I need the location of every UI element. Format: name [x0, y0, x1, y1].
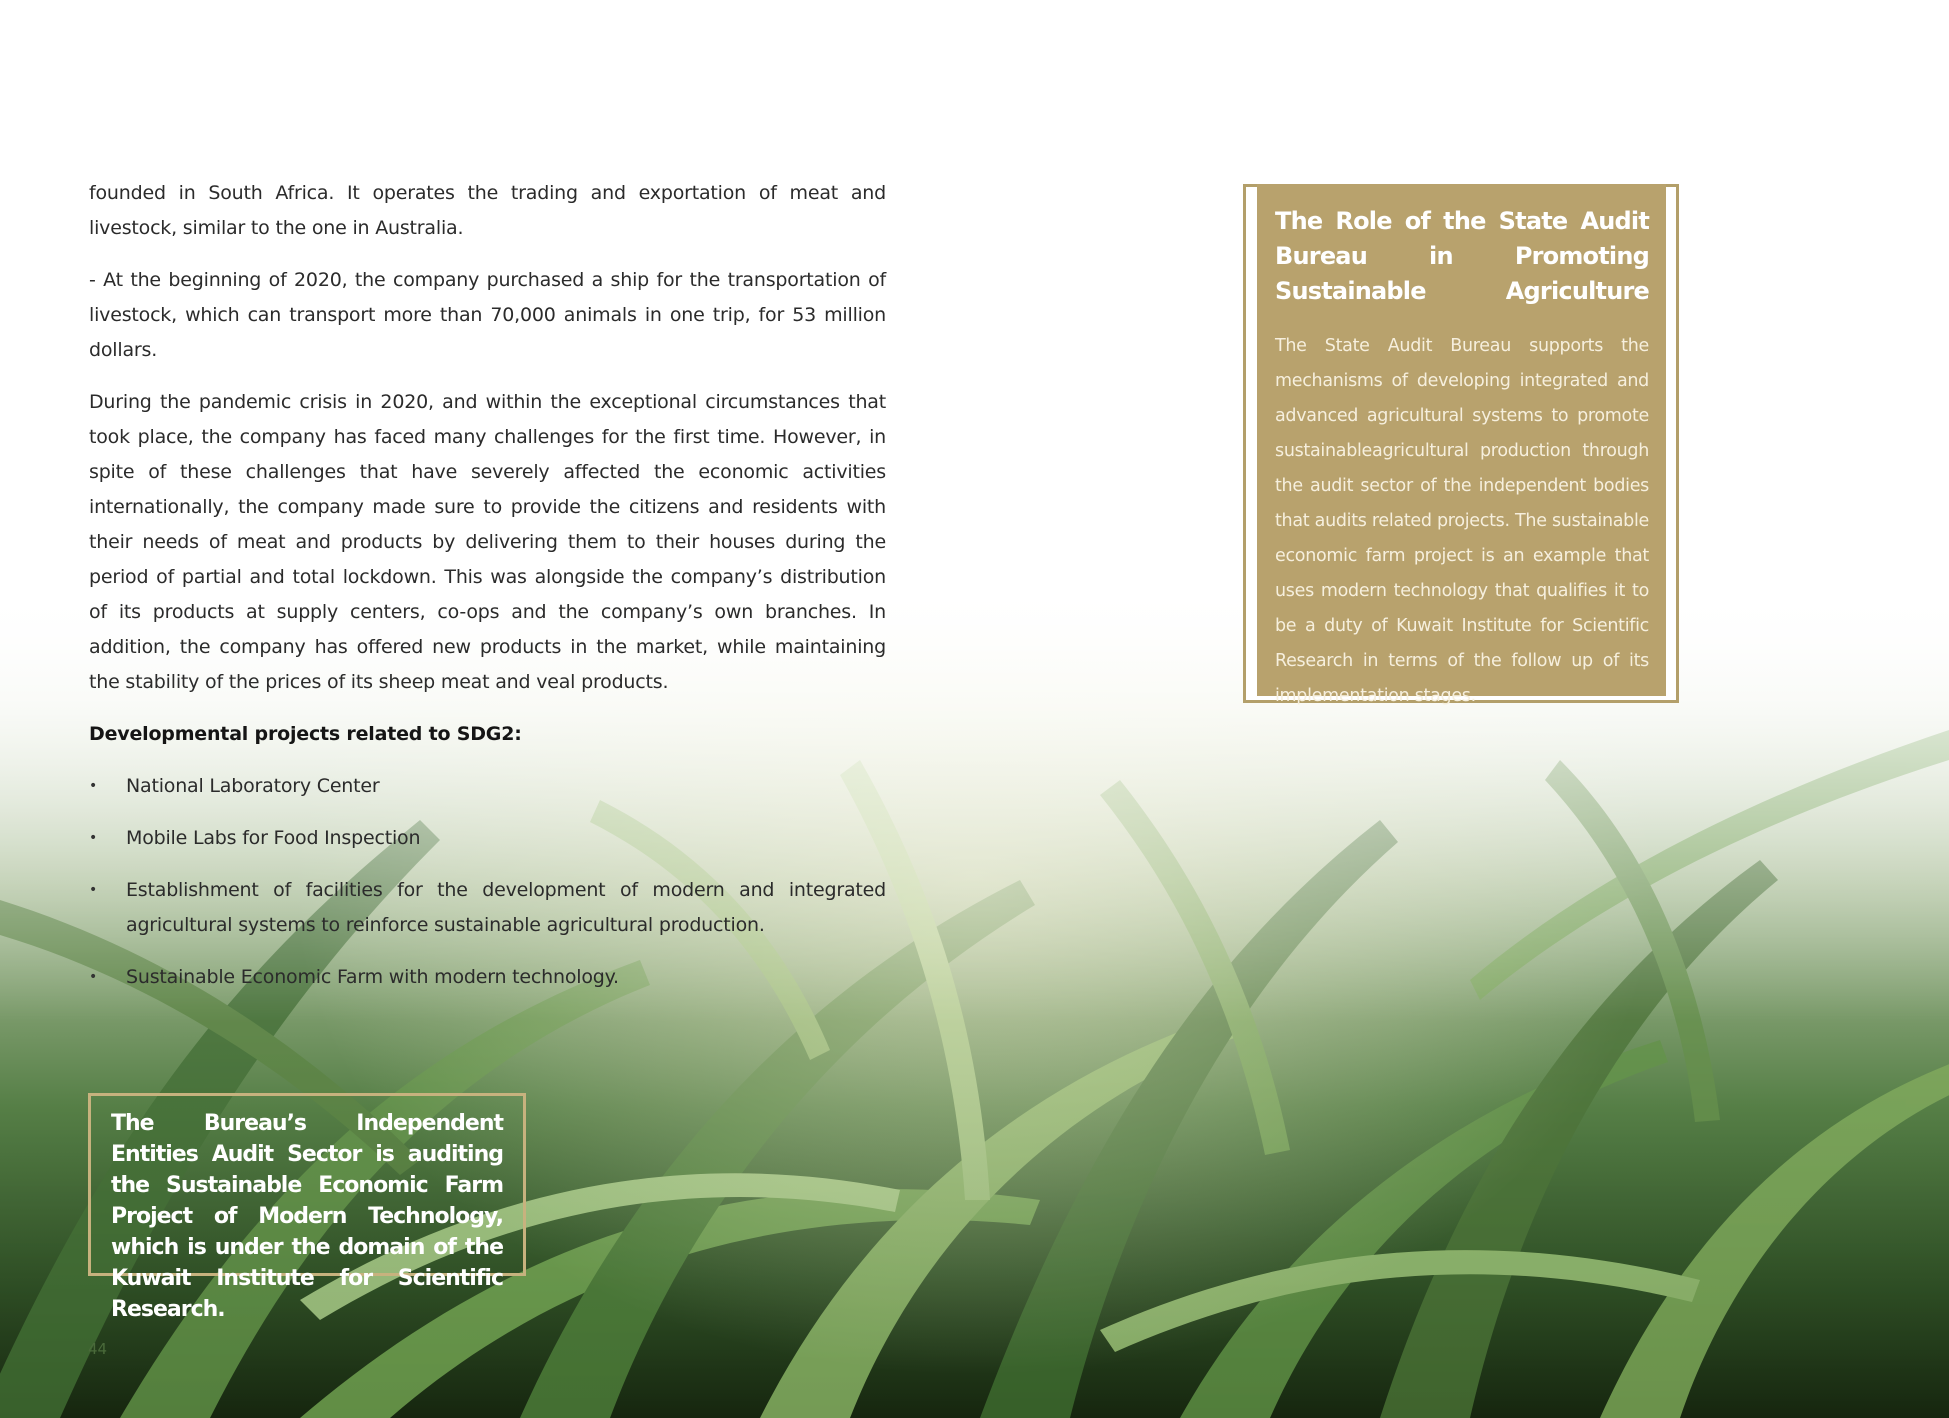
- intro-paragraph-1: founded in South Africa. It operates the trading and exportation of meat and livestock, similar to the one in Australia.: [89, 182, 886, 239]
- list-item-text: Establishment of facilities for the development of modern and integrated agricultural systems to reinforce sustainable agricultural production.: [126, 879, 886, 936]
- bullet-icon: •: [89, 882, 98, 898]
- callout-text: The Bureau’s Independent Entities Audit Sector is auditing the Sustainable Economic Farm Project of Modern Technology, which is under the domain of the Kuwait Institute for Scientific Research.: [111, 1111, 503, 1322]
- projects-list: [89, 769, 886, 995]
- list-item-text: Mobile Labs for Food Inspection: [126, 827, 421, 849]
- list-item: [89, 960, 886, 995]
- list-item: [89, 769, 886, 804]
- bullet-icon: •: [89, 969, 98, 985]
- page-number: 44: [88, 1340, 108, 1358]
- bullet-icon: •: [89, 778, 98, 794]
- list-item-text: National Laboratory Center: [126, 775, 380, 797]
- bullet-icon: •: [89, 830, 98, 846]
- sidebar-box: [1257, 184, 1666, 706]
- intro-paragraph-2: - At the beginning of 2020, the company purchased a ship for the transportation of livestock, which can transport more than 70,000 animals in one trip, for 53 million dollars.: [89, 269, 886, 361]
- projects-heading: Developmental projects related to SDG2:: [89, 723, 522, 745]
- list-item: [89, 873, 886, 943]
- sidebar-title: The Role of the State Audit Bureau in Promoting Sustainable Agriculture: [1275, 207, 1649, 305]
- sidebar-body: The State Audit Bureau supports the mechanisms of developing integrated and advanced agricultural systems to promote sustainableagricultural production through the audit sector of the independent bodies that audits related projects. The sustainable economic farm project is an example that uses modern technology that qualifies it to be a duty of Kuwait Institute for Scientific Research in terms of the follow up of its implementation stages.: [1275, 336, 1649, 706]
- list-item: [89, 821, 886, 856]
- list-item-text: Sustainable Economic Farm with modern technology.: [126, 966, 619, 988]
- main-text-column: [89, 176, 886, 1012]
- callout-box: [88, 1093, 526, 1322]
- intro-paragraph-3: During the pandemic crisis in 2020, and within the exceptional circumstances that took place, the company has faced many challenges for the first time. However, in spite of these challenges that have severely affected the economic activities internationally, the company made sure to provide the citizens and residents with their needs of meat and products by delivering them to their houses during the period of partial and total lockdown. This was alongside the company’s distribution of its products at supply centers, co-ops and the company’s own branches. In addition, the company has offered new products in the market, while maintaining the stability of the prices of its sheep meat and veal products.: [89, 391, 886, 693]
